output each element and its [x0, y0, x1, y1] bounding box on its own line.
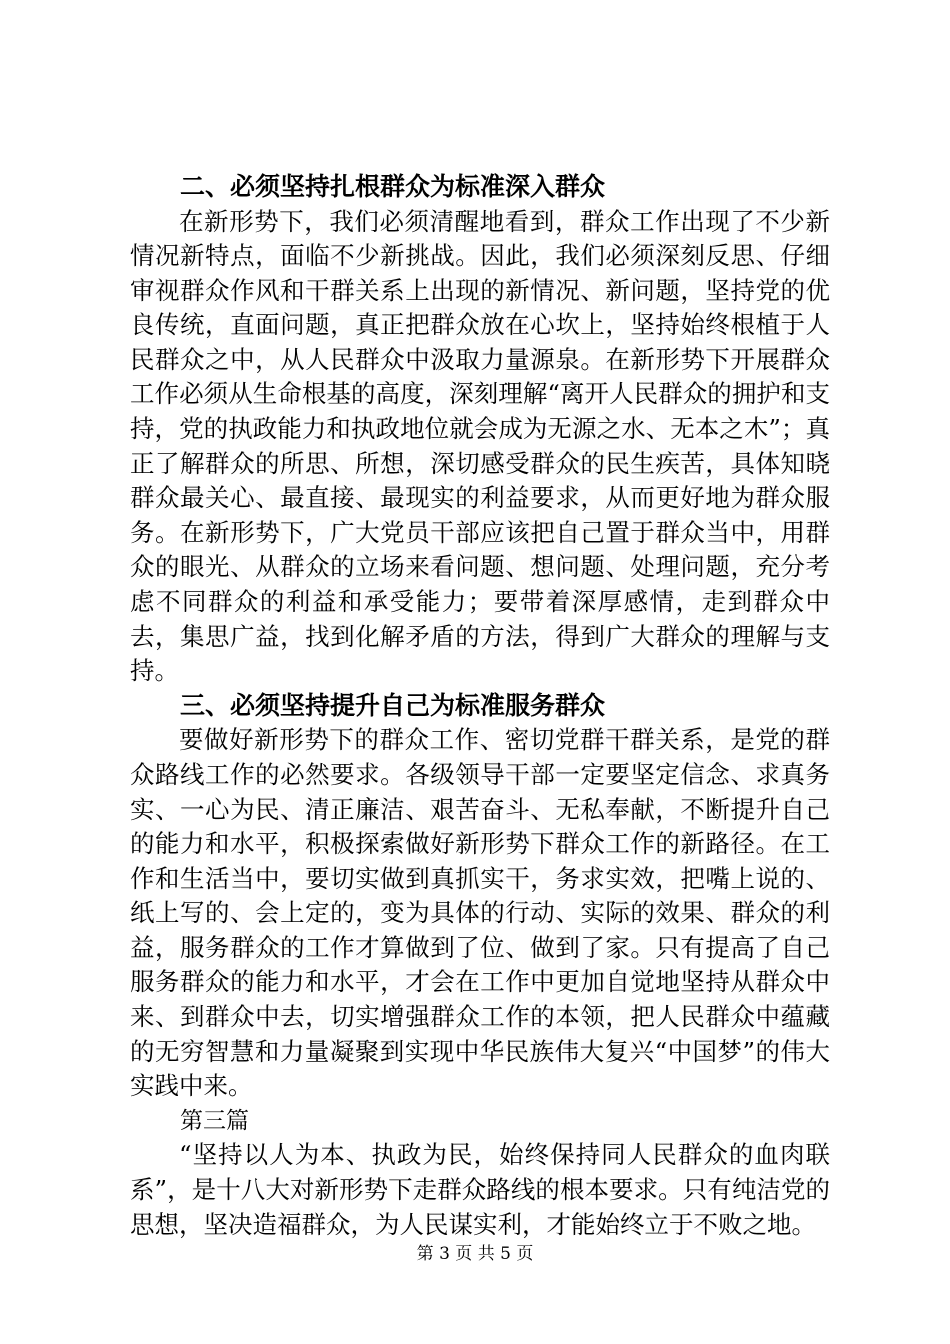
document-body [130, 170, 830, 1242]
part-3-paragraph: “坚持以人为本、执政为民，始终保持同人民群众的血肉联系”，是十八大对新形势下走群众路线的根本要求。只有纯洁党的思想，坚决造福群众，为人民谋实利，才能始终立于不败之地。 [130, 1140, 830, 1239]
section-3-heading: 三、必须坚持提升自己为标准服务群众 [180, 690, 606, 720]
section-2-heading: 二、必须坚持扎根群众为标准深入群众 [180, 172, 606, 201]
section-3-paragraph: 要做好新形势下的群众工作、密切党群干群关系，是党的群众路线工作的必然要求。各级领导干部一定要坚定信念、求真务实、一心为民、清正廉洁、艰苦奋斗、无私奉献，不断提升自己的能力和水平，积极探索做好新形势下群众工作的新路径。在工作和生活当中，要切实做到真抓实干，务求实效，把嘴上说的、纸上写的、会上定的，变为具体的行动、实际的效果、群众的利益，服务群众的工作才算做到了位、做到了家。只有提高了自己服务群众的能力和水平，才会在工作中更加自觉地坚持从群众中来、到群众中去，切实增强群众工作的本领，把人民群众中蕴藏的无穷智慧和力量凝聚到实现中华民族伟大复兴“中国梦”的伟大实践中来。 [130, 725, 830, 1101]
section-2-paragraph: 在新形势下，我们必须清醒地看到，群众工作出现了不少新情况新特点，面临不少新挑战。因此，我们必须深刻反思、仔细审视群众作风和干群关系上出现的新情况、新问题，坚持党的优良传统，直面问题，真正把群众放在心坎上，坚持始终根植于人民群众之中，从人民群众中汲取力量源泉。在新形势下开展群众工作必须从生命根基的高度，深刻理解“离开人民群众的拥护和支持，党的执政能力和执政地位就会成为无源之水、无本之木”；真正了解群众的所思、所想，深切感受群众的民生疾苦，具体知晓群众最关心、最直接、最现实的利益要求，从而更好地为群众服务。在新形势下，广大党员干部应该把自己置于群众当中，用群众的眼光、从群众的立场来看问题、想问题、处理问题，充分考虑不同群众的利益和承受能力；要带着深厚感情，走到群众中去，集思广益，找到化解矛盾的方法，得到广大群众的理解与支持。 [130, 206, 830, 686]
page-footer: 第 3 页 共 5 页 [416, 1244, 534, 1264]
part-3-label: 第三篇 [180, 1107, 249, 1134]
